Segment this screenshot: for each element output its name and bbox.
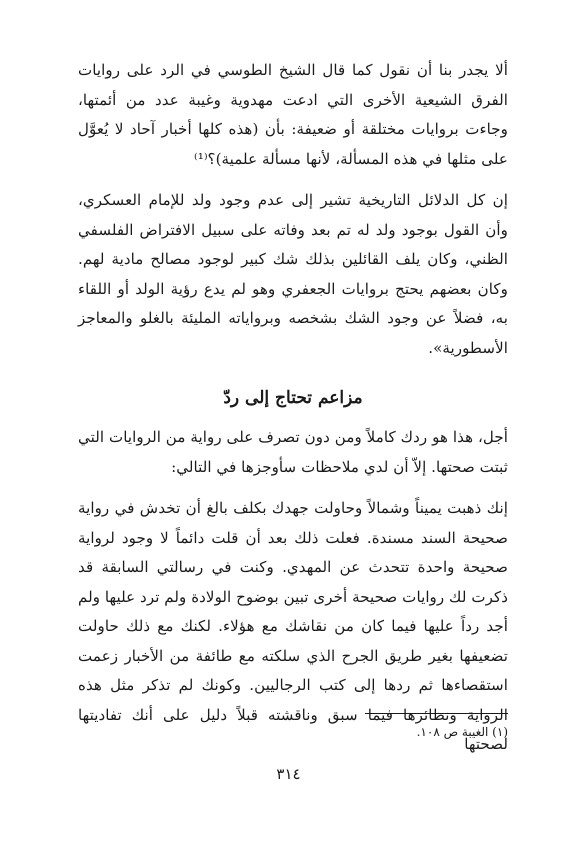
footnote-divider: [365, 713, 508, 714]
section-heading: مزاعم تحتاج إلى ردّ: [223, 388, 363, 408]
paragraph-tusi-quote: ألا يجدر بنا أن نقول كما قال الشيخ الطوسي في الرد على روايات الفرق الشيعية الأخرى التي ادعت مهدوية وغيبة عدد من أئمتها، وجاءت بروايات مختلقة أو ضعيفة: بأن (هذه كلها أخبار آحاد لا يُعوَّل على مثلها في هذه المسألة، لأنها مسألة علمية)؟⁽¹⁾: [78, 61, 508, 168]
page-body: [78, 50, 508, 760]
footnote: (١) الغيبة ص ١٠٨.: [416, 725, 508, 739]
paragraph-response-intro: أجل، هذا هو ردك كاملاً ومن دون تصرف على رواية من الروايات التي ثبتت صحتها. إلاّ أن لدي ملاحظات سأوجزها في التالي:: [78, 428, 508, 476]
page-number: ٣١٤: [276, 765, 301, 783]
paragraph-response-body: إنك ذهبت يميناً وشمالاً وحاولت جهدك بكلف بالغ أن تخدش في رواية صحيحة السند مسندة. فعلت ذلك بعد أن قلت دائماً لا وجود لرواية صحيحة واحدة تتحدث عن المهدي. وكنت في رسالتي السابقة قد ذكرت لك روايات صحيحة أخرى تبين بوضوح الولادة ولم ترد عليها ولم أجد رداً عليها فيما كان من نقاشك مع هؤلاء. لكنك مع ذلك حاولت تضعيفها بغير طريق الجرح الذي سلكته مع طائفة من الأخبار زعمت استقصاءها ثم ردها إلى كتب الرجاليين. وكونك لم تذكر مثل هذه الرواية ونظائرها فيما سبق وناقشته قبلاً دليل على أنك تفاديتها لصحتها: [78, 499, 508, 753]
paragraph-historical-evidence: إن كل الدلائل التاريخية تشير إلى عدم وجود ولد للإمام العسكري، وأن القول بوجود ولد له تم بعد وفاته على سبيل الافتراض الفلسفي الظني، وكان يلف القائلين بذلك شك كبير لوجود مصالح مادية لهم. وكان بعضهم يحتج بروايات الجعفري وهو لم يدع رؤية الولد أو اللقاء به، فضلاً عن وجود الشك بشخصه وبرواياته المليئة بالغلو والمعاجز الأسطورية».: [78, 191, 508, 357]
